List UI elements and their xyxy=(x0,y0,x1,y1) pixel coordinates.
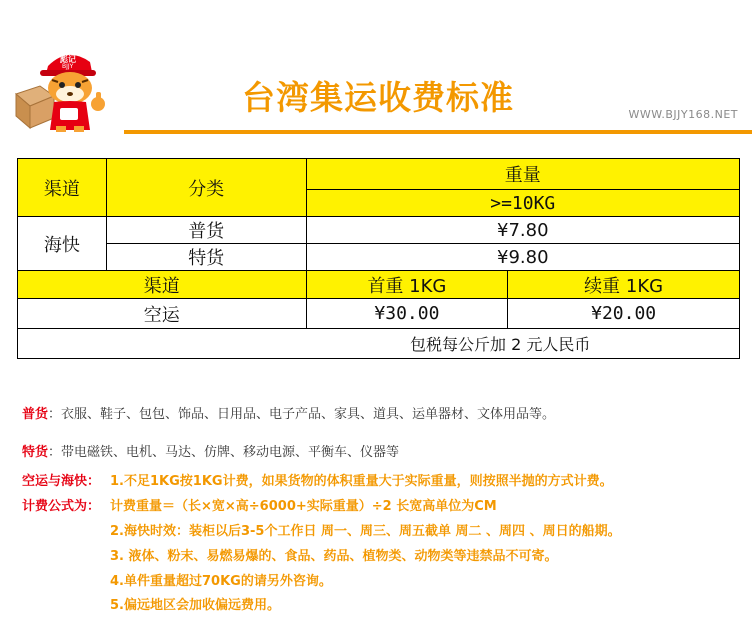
special-goods-label: 特货 xyxy=(22,445,49,460)
special-price-cell: ¥9.80 xyxy=(306,244,739,271)
special-goods-cell: 特货 xyxy=(106,244,306,271)
formula-label: 计费公式为： xyxy=(22,499,101,514)
air-extra-price-cell: ¥20.00 xyxy=(508,299,740,329)
general-goods-text: ：衣服、鞋子、包包、饰品、日用品、电子产品、家具、道具、运单器材、文体用品等。 xyxy=(48,407,556,422)
weight-range-cell: >=10KG xyxy=(306,190,739,217)
rule-2-text: 2.海快时效：装柜以后3-5个工作日 周一、周三、周五截单 周二 、周四 、周日的船期。 xyxy=(110,524,621,539)
air-sea-label: 空运与海快： xyxy=(22,474,101,489)
air-channel-cell: 空运 xyxy=(18,299,307,329)
special-goods-text: ：带电磁铁、电机、马达、仿牌、移动电源、平衡车、仪器等 xyxy=(48,445,400,460)
general-goods-cell: 普货 xyxy=(106,217,306,244)
first-weight-header-cell: 首重 1KG xyxy=(306,271,508,299)
general-price-cell: ¥7.80 xyxy=(306,217,739,244)
header-channel-cell: 渠道 xyxy=(18,159,107,217)
logo-cap-text: 彪记 xyxy=(60,55,76,64)
page-title: 台湾集运收费标准 xyxy=(242,78,514,117)
logo-cap-subtext: BJJY xyxy=(62,63,74,70)
header-category-cell: 分类 xyxy=(106,159,306,217)
rate-table xyxy=(17,158,740,359)
tax-note-cell xyxy=(18,329,740,359)
header-weight-cell: 重量 xyxy=(306,159,739,190)
air-header-channel-cell: 渠道 xyxy=(18,271,307,299)
rule-3-text: 3. 液体、粉末、易燃易爆的、食品、药品、植物类、动物类等违禁品不可寄。 xyxy=(110,549,558,564)
rule-4-text: 4.单件重量超过70KG的请另外咨询。 xyxy=(110,574,332,589)
air-first-price-cell: ¥30.00 xyxy=(306,299,508,329)
rule-1-text: 1.不足1KG按1KG计费，如果货物的体积重量大于实际重量，则按照半抛的方式计费。 xyxy=(110,474,613,489)
general-goods-label: 普货 xyxy=(22,407,49,422)
website-url: WWW.BJJY168.NET xyxy=(628,108,738,121)
sea-channel-cell: 海快 xyxy=(18,217,107,271)
rule-5-text: 5.偏远地区会加收偏远费用。 xyxy=(110,598,280,613)
tax-note-text: 包税每公斤加 2 元人民币 xyxy=(410,335,591,354)
header-divider xyxy=(124,130,752,134)
formula-text: 计费重量＝（长×宽×高÷6000+实际重量）÷2 长宽高单位为CM xyxy=(110,499,497,514)
extra-weight-header-cell: 续重 1KG xyxy=(508,271,740,299)
